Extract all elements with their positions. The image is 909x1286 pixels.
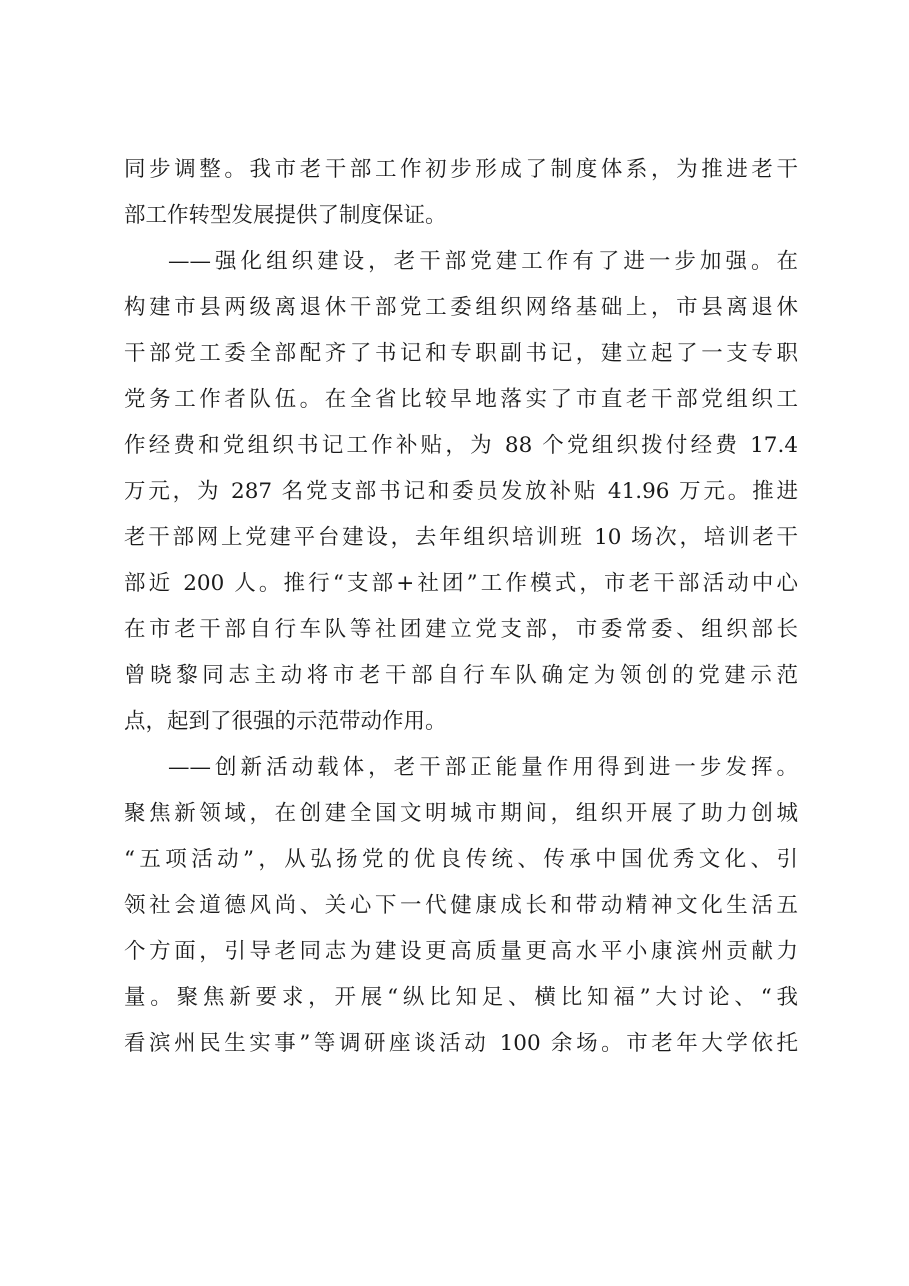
text-line: 个方面，引导老同志为建设更高质量更高水平小康滨州贡献力: [124, 939, 798, 964]
text-line: 在市老干部自行车队等社团建立党支部，市委常委、组织部长: [124, 617, 798, 642]
text-line: 看滨州民生实事”等调研座谈活动 100 余场。市老年大学依托: [124, 1031, 798, 1056]
section-heading-line: ——创新活动载体，老干部正能量作用得到进一步发挥。: [168, 755, 798, 780]
text-line: 构建市县两级离退休干部党工委组织网络基础上，市县离退休: [124, 295, 798, 320]
text-line: 聚焦新领域，在创建全国文明城市期间，组织开展了助力创城: [124, 801, 798, 826]
document-body: [124, 147, 798, 1067]
text-line: 领社会道德风尚、关心下一代健康成长和带动精神文化生活五: [124, 893, 798, 918]
section-heading-line: ——强化组织建设，老干部党建工作有了进一步加强。在: [168, 249, 798, 274]
text-line: 点，起到了很强的示范带动作用。: [124, 709, 447, 734]
text-line: 老干部网上党建平台建设，去年组织培训班 10 场次，培训老干: [124, 525, 798, 550]
text-line: 曾晓黎同志主动将市老干部自行车队确定为领创的党建示范: [124, 663, 798, 688]
text-line: 干部党工委全部配齐了书记和专职副书记，建立起了一支专职: [124, 341, 798, 366]
text-line: 量。聚焦新要求，开展“纵比知足、横比知福”大讨论、“我: [124, 985, 798, 1010]
text-line: 作经费和党组织书记工作补贴，为 88 个党组织拨付经费 17.4: [124, 433, 798, 458]
text-line: 部工作转型发展提供了制度保证。: [124, 203, 447, 228]
text-line: 部近 200 人。推行“支部+社团”工作模式，市老干部活动中心: [124, 571, 798, 596]
text-line: 党务工作者队伍。在全省比较早地落实了市直老干部党组织工: [124, 387, 798, 412]
text-line: 同步调整。我市老干部工作初步形成了制度体系，为推进老干: [124, 157, 798, 182]
text-line: “五项活动”，从弘扬党的优良传统、传承中国优秀文化、引: [124, 847, 798, 872]
text-line: 万元，为 287 名党支部书记和委员发放补贴 41.96 万元。推进: [124, 479, 798, 504]
